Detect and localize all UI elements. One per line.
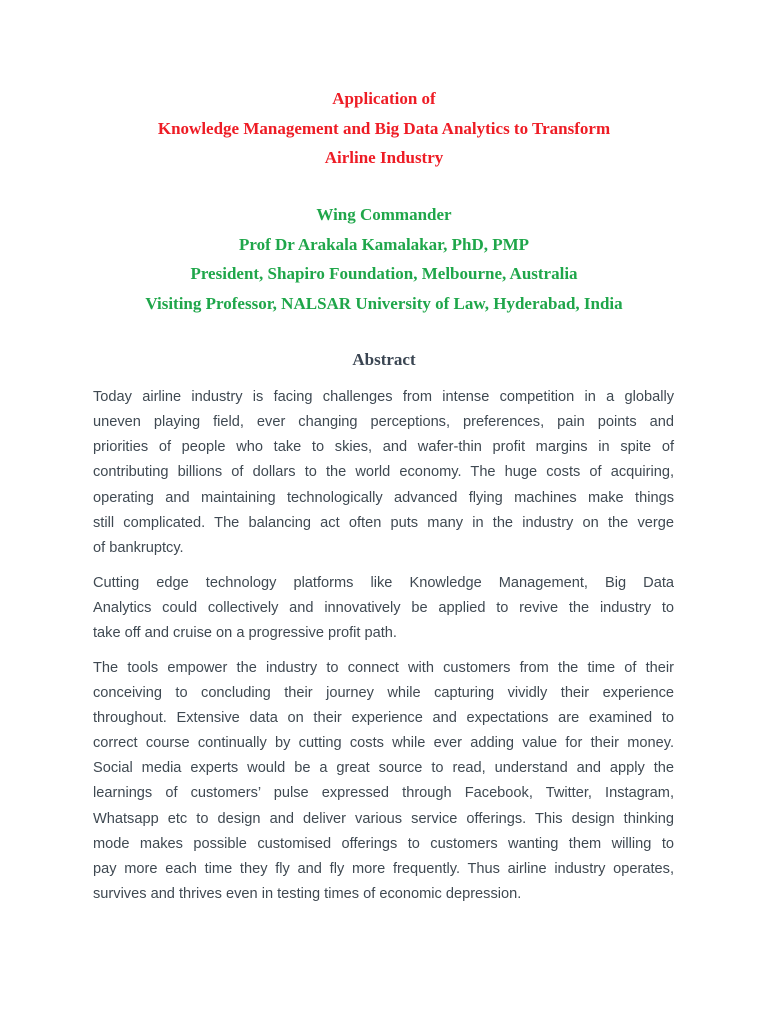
text-line: operating and maintaining technologically advanced flying machines make things	[93, 489, 674, 506]
title-line-1: Application of	[332, 89, 436, 108]
title-line-2: Knowledge Management and Big Data Analytics to Transform	[157, 118, 611, 138]
author-affiliation-1: President, Shapiro Foundation, Melbourne, Australia	[190, 264, 578, 283]
text-line: of bankruptcy.	[93, 539, 184, 556]
abstract-paragraph-2	[93, 571, 674, 646]
abstract-paragraph-3	[93, 656, 674, 908]
author-rank: Wing Commander	[316, 205, 452, 224]
title-line-3: Airline Industry	[324, 148, 444, 167]
paper-title	[0, 84, 768, 173]
abstract-paragraph-1	[93, 385, 674, 561]
text-line: learnings of customers’ pulse expressed through Facebook, Twitter, Instagram,	[93, 785, 674, 802]
text-line: Analytics could collectively and innovatively be applied to revive the industry to	[93, 599, 674, 616]
author-affiliation-2: Visiting Professor, NALSAR University of Law, Hyderabad, India	[145, 293, 623, 313]
text-line: mode makes possible customised offerings to customers wanting them willing to	[93, 835, 674, 852]
abstract-body	[93, 385, 674, 917]
text-line: contributing billions of dollars to the world economy. The huge costs of acquiring,	[93, 464, 674, 481]
text-line: throughout. Extensive data on their experience and expectations are examined to	[93, 709, 674, 726]
text-line: uneven playing field, ever changing perceptions, preferences, pain points and	[93, 414, 674, 431]
text-line: Whatsapp etc to design and deliver various service offerings. This design thinking	[93, 810, 674, 827]
text-line: conceiving to concluding their journey while capturing vividly their experience	[93, 684, 674, 701]
text-line: priorities of people who take to skies, and wafer-thin profit margins in spite of	[93, 439, 674, 456]
text-line: The tools empower the industry to connect with customers from the time of their	[93, 659, 674, 676]
text-line: Cutting edge technology platforms like Knowledge Management, Big Data	[93, 574, 674, 591]
text-line: survives and thrives even in testing times of economic depression.	[93, 885, 522, 902]
author-name: Prof Dr Arakala Kamalakar, PhD, PMP	[238, 234, 530, 254]
text-line: Today airline industry is facing challenges from intense competition in a globally	[93, 389, 674, 405]
text-line: still complicated. The balancing act often puts many in the industry on the verge	[93, 514, 674, 531]
text-line: correct course continually by cutting costs while ever adding value for their money.	[93, 735, 674, 752]
author-info	[0, 200, 768, 318]
text-line: take off and cruise on a progressive profit path.	[93, 624, 397, 641]
text-line: Social media experts would be a great source to read, understand and apply the	[93, 760, 674, 777]
abstract-heading: Abstract	[352, 350, 416, 369]
text-line: pay more each time they fly and fly more frequently. Thus airline industry operates,	[93, 860, 674, 877]
